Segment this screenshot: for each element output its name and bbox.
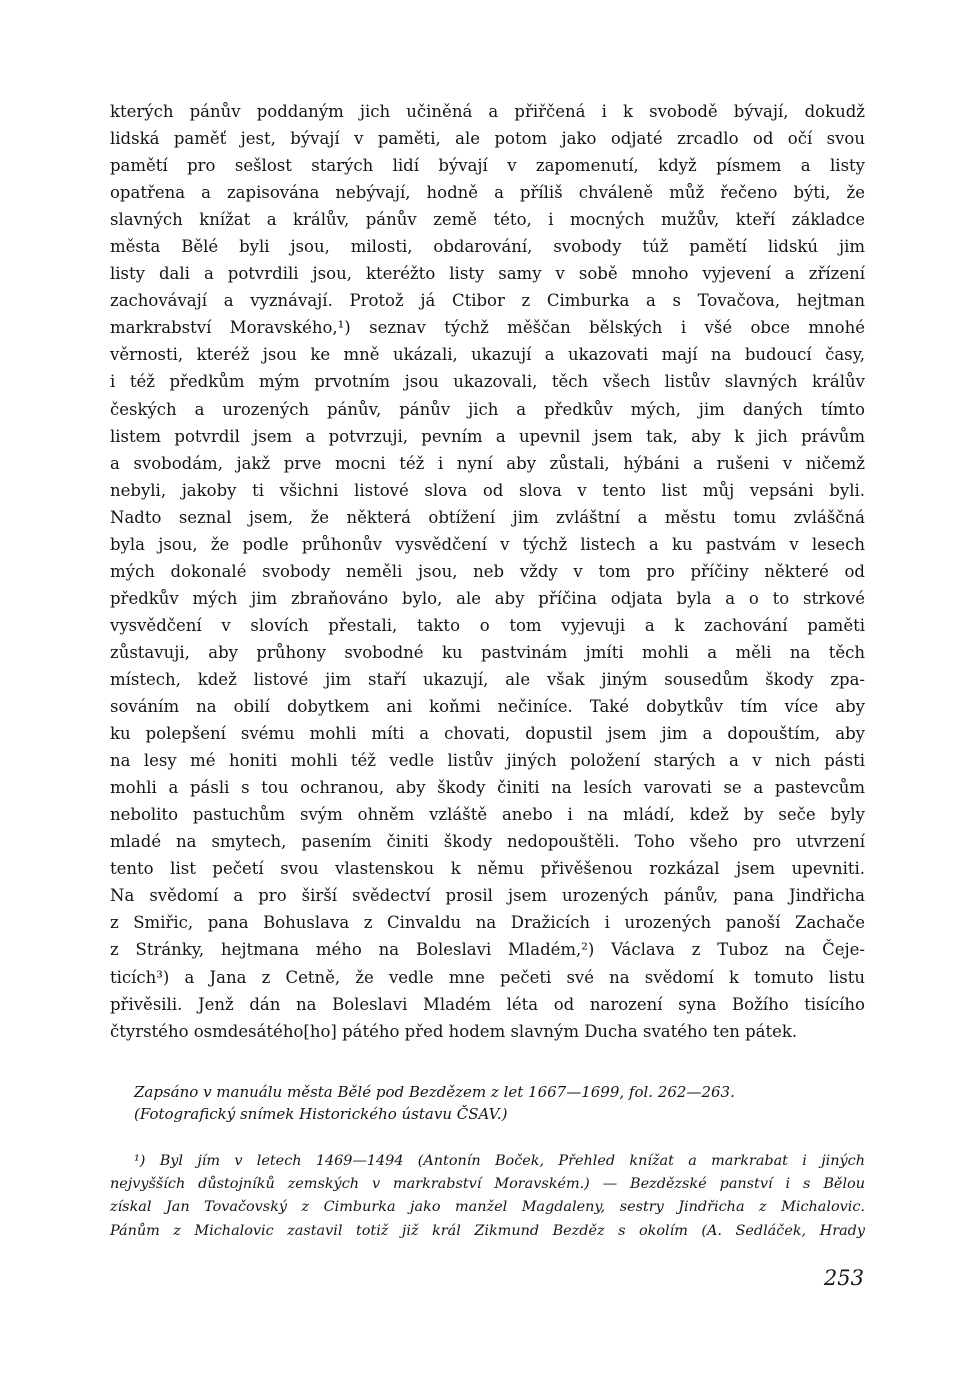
charter-text — [110, 98, 865, 1045]
text-line: na lesy mé honiti mohli též vedle listův jiných položení starých a v nich pásti — [110, 751, 865, 771]
text-line: pamětí pro sešlost starých lidí bývají v zapomenutí, když písmem a listy — [110, 156, 865, 176]
text-line: lidská paměť jest, bývají v paměti, ale potom jako odjaté zrcadlo od očí svou — [110, 129, 865, 149]
text-line: markrabství Moravského,¹) seznav týchž měščan bělských i všé obce mnohé — [110, 318, 865, 338]
text-line: předkův mých jim zbraňováno bylo, ale aby příčina odjata byla a o to strkové — [110, 588, 865, 608]
text-line: města Bělé byli jsou, milosti, obdarování, svobody túž pamětí lidskú jim — [110, 237, 865, 257]
text-line: kterých pánův poddaným jich učiněná a přiřčená i k svobodě bývají, dokudž — [110, 102, 865, 121]
footnote-line: ¹) Byl jím v letech 1469—1494 (Antonín Boček, Přehled knížat a markrabat i jiných — [134, 1152, 865, 1169]
footnote-line: získal Jan Tovačovský z Cimburka jako manžel Magdaleny, sestry Jindřicha z Michalovic. — [110, 1199, 865, 1216]
text-line: mohli a pásli s tou ochranou, aby škody činiti na lesích varovati se a pastevcům — [110, 778, 865, 798]
source-line: (Fotografický snímek Historického ústavu ČSAV.) — [134, 1104, 508, 1123]
footnote — [110, 1150, 865, 1243]
footnote-line: nejvyšších důstojníků zemských v markrabství Moravském.) — Bezdězské panství i s Bělou — [110, 1175, 865, 1192]
text-line: listem potvrdil jsem a potvrzuji, pevním a upevnil jsem tak, aby k jich právům — [110, 426, 865, 446]
text-line: Na svědomí a pro širší svědectví prosil jsem urozených pánův, pana Jindřicha — [110, 886, 865, 906]
text-line: čtyrstého osmdesátého[ho] pátého před hodem slavným Ducha svatého ten pátek. — [110, 1021, 798, 1041]
text-line: nebyli, jakoby ti všichni listové slova od slova v tento list můj vepsáni byli. — [110, 480, 865, 500]
text-line: sováním na obilí dobytkem ani koňmi nečiníce. Také dobytkův tím více aby — [110, 697, 865, 717]
footnote-line: Pánům z Michalovic zastavil totiž již král Zikmund Bezděz s okolím (A. Sedláček, Hrady — [110, 1222, 865, 1239]
text-line: listy dali a potvrdili jsou, kteréžto listy samy v sobě mnoho vyjevení a zřízení — [110, 264, 865, 284]
text-line: přivěsili. Jenž dán na Boleslavi Mladém léta od narození syna Božího tisícího — [110, 994, 865, 1014]
text-line: zachovávají a vyznávají. Protož já Ctibor z Cimburka a s Tovačova, hejtman — [110, 291, 865, 311]
text-line: Nadto seznal jsem, že některá obtížení jim zvláštní a městu tomu zvláščná — [110, 507, 865, 527]
text-line: ticích³) a Jana z Cetně, že vedle mne pečeti své na svědomí k tomuto listu — [110, 967, 865, 987]
text-line: opatřena a zapisována nebývají, hodně a příliš chváleně můž řečeno býti, že — [110, 183, 865, 203]
text-line: slavných knížat a králův, pánův země této, i mocných mužův, kteří základce — [110, 210, 865, 230]
text-line: a svobodám, jakž prve mocni též i nyní aby zůstali, hýbáni a rušeni v ničemž — [110, 453, 865, 473]
text-line: zůstavuji, aby průhony svobodné ku pastvinám jmíti mohli a měli na těch — [110, 642, 865, 662]
text-line: i též předkům mým prvotním jsou ukazovali, těch všech listův slavných králův — [110, 372, 865, 392]
text-line: českých a urozených pánův, pánův jich a předkův mých, jim daných tímto — [110, 399, 865, 419]
text-line: nebolito pastuchům svým ohněm vzláště anebo i na mládí, kdež by seče byly — [110, 805, 865, 825]
source-line: Zapsáno v manuálu města Bělé pod Bezdězem z let 1667—1699, fol. 262—263. — [134, 1082, 735, 1101]
text-line: z Smiřic, pana Bohuslava z Cinvaldu na Dražicích i urozených panoší Zachače — [110, 913, 865, 933]
text-line: tento list pečetí svou vlastenskou k němu přivěšenou rozkázal jsem upevniti. — [110, 859, 865, 879]
source-note — [134, 1081, 865, 1125]
text-line: z Stránky, hejtmana mého na Boleslavi Mladém,²) Václava z Tuboz na Čeje- — [110, 940, 865, 960]
text-line: byla jsou, že podle průhonův vysvědčení v týchž listech a ku pastvám v lesech — [110, 534, 865, 554]
text-line: ku polepšení svému mohli míti a chovati, dopustil jsem jim a dopouštím, aby — [110, 724, 865, 744]
text-line: mých dokonalé svobody neměli jsou, neb vždy v tom pro příčiny některé od — [110, 561, 865, 581]
document-page — [110, 98, 865, 1243]
text-line: vysvědčení v slovích přestali, takto o tom vyjevuji a k zachování paměti — [110, 615, 865, 635]
text-line: věrnosti, kteréž jsou ke mně ukázali, ukazují a ukazovati mají na budoucí časy, — [110, 345, 865, 365]
page-number: 253 — [823, 1266, 864, 1290]
text-line: mladé na smytech, pasením činiti škody nedopouštěli. Toho všeho pro utvrzení — [110, 832, 865, 852]
text-line: místech, kdež listové jim staří ukazují, ale však jiným sousedům škody zpa- — [110, 669, 865, 689]
